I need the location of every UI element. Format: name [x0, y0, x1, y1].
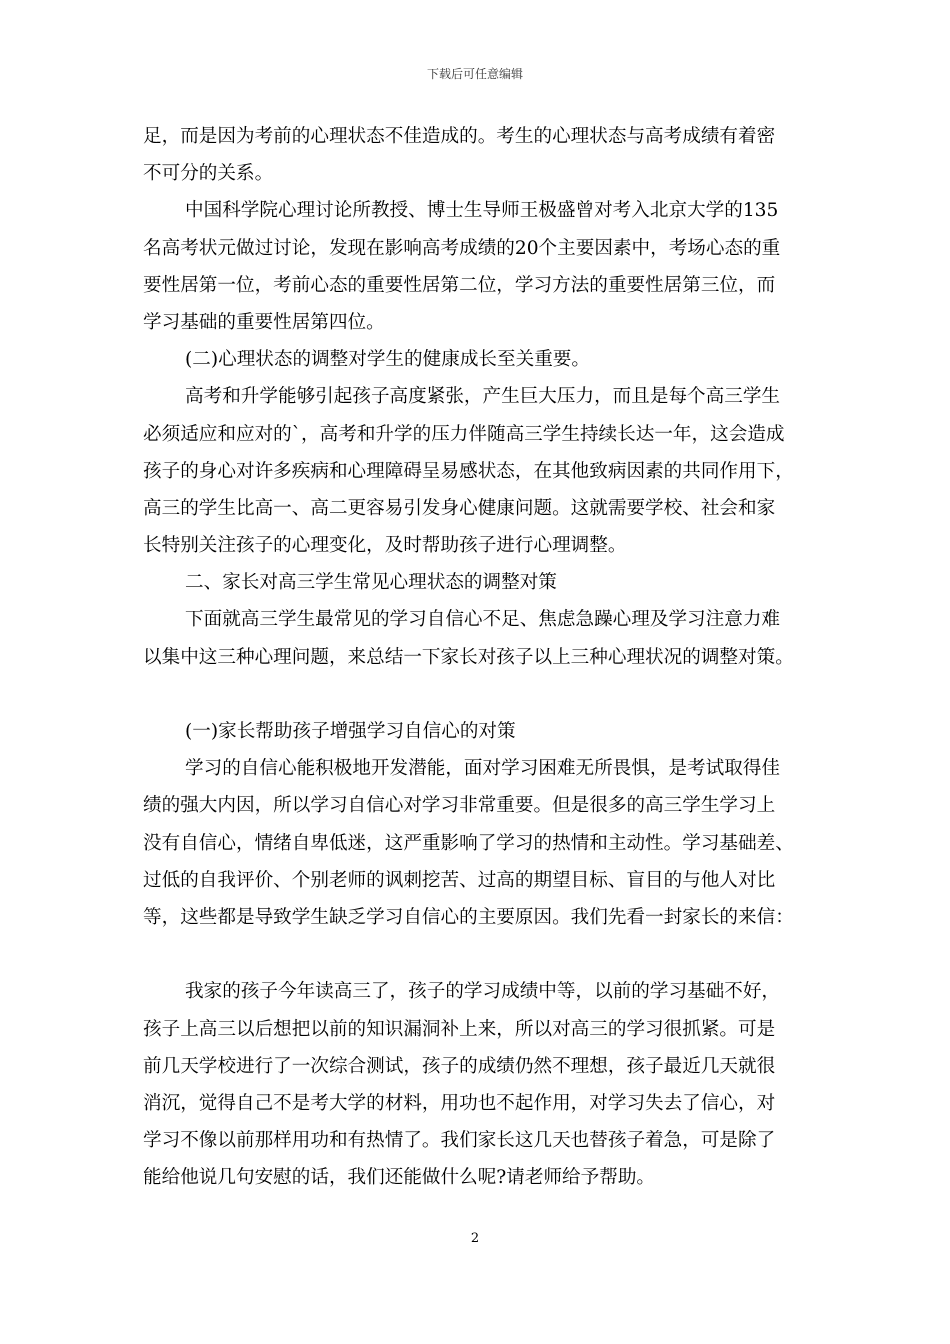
text-line: 高考和升学能够引起孩子高度紧张，产生巨大压力，而且是每个高三学生 [185, 386, 781, 408]
page-header: 下载后可任意编辑 [426, 67, 523, 81]
page-number: 2 [470, 1231, 480, 1246]
letter-line: 学习不像以前那样用功和有热情了。我们家长这几天也替孩子着急，可是除了 [143, 1130, 776, 1152]
section-heading: (一)家长帮助孩子增强学习自信心的对策 [185, 721, 516, 742]
text-line: 长特别关注孩子的心理变化，及时帮助孩子进行心理调整。 [143, 535, 627, 557]
text-line: 过低的自我评价、个别老师的讽刺挖苦、过高的期望目标、盲目的与他人对比 [143, 869, 776, 891]
text-line: 下面就高三学生最常见的学习自信心不足、焦虑急躁心理及学习注意力难 [185, 609, 781, 631]
text-line: 不可分的关系。 [143, 163, 274, 185]
letter-line: 孩子上高三以后想把以前的知识漏洞补上来，所以对高三的学习很抓紧。可是 [143, 1018, 776, 1040]
text-line: 高三的学生比高一、高二更容易引发身心健康问题。这就需要学校、社会和家 [143, 497, 776, 519]
blank-line [143, 676, 823, 713]
text-line: 必须适应和应对的`，高考和升学的压力伴随高三学生持续长达一年，这会造成 [143, 423, 785, 445]
section-heading: 二、家长对高三学生常见心理状态的调整对策 [185, 572, 557, 594]
text-line: 足，而是因为考前的心理状态不佳造成的。考生的心理状态与高考成绩有着密 [143, 126, 776, 147]
text-line: 名高考状元做过讨论，发现在影响高考成绩的20个主要因素中，考场心态的重 [143, 237, 781, 259]
letter-line: 消沉，觉得自己不是考大学的材料，用功也不起作用，对学习失去了信心，对 [143, 1092, 776, 1114]
document-body [143, 118, 823, 1196]
letter-line: 我家的孩子今年读高三了，孩子的学习成绩中等，以前的学习基础不好， [185, 981, 781, 1003]
text-line: 孩子的身心对许多疾病和心理障碍呈易感状态，在其他致病因素的共同作用下， [143, 460, 794, 482]
letter-line: 能给他说几句安慰的话，我们还能做什么呢?请老师给予帮助。 [143, 1167, 656, 1189]
text-line: 以集中这三种心理问题，来总结一下家长对孩子以上三种心理状况的调整对策。 [143, 646, 794, 668]
text-line: 中国科学院心理讨论所教授、博士生导师王极盛曾对考入北京大学的135 [185, 200, 779, 222]
text-line: 没有自信心，情绪自卑低迷，这严重影响了学习的热情和主动性。学习基础差、 [143, 832, 794, 854]
text-line: 要性居第一位，考前心态的重要性居第二位，学习方法的重要性居第三位，而 [143, 274, 776, 296]
text-line: 学习基础的重要性居第四位。 [143, 311, 385, 333]
section-heading: (二)心理状态的调整对学生的健康成长至关重要。 [185, 349, 590, 371]
text-line: 等，这些都是导致学生缺乏学习自信心的主要原因。我们先看一封家长的来信： [143, 906, 794, 928]
text-line: 学习的自信心能积极地开发潜能，面对学习困难无所畏惧，是考试取得佳 [185, 758, 781, 780]
text-line: 绩的强大内因，所以学习自信心对学习非常重要。但是很多的高三学生学习上 [143, 795, 776, 817]
letter-line: 前几天学校进行了一次综合测试，孩子的成绩仍然不理想，孩子最近几天就很 [143, 1055, 776, 1077]
blank-line [143, 936, 823, 973]
